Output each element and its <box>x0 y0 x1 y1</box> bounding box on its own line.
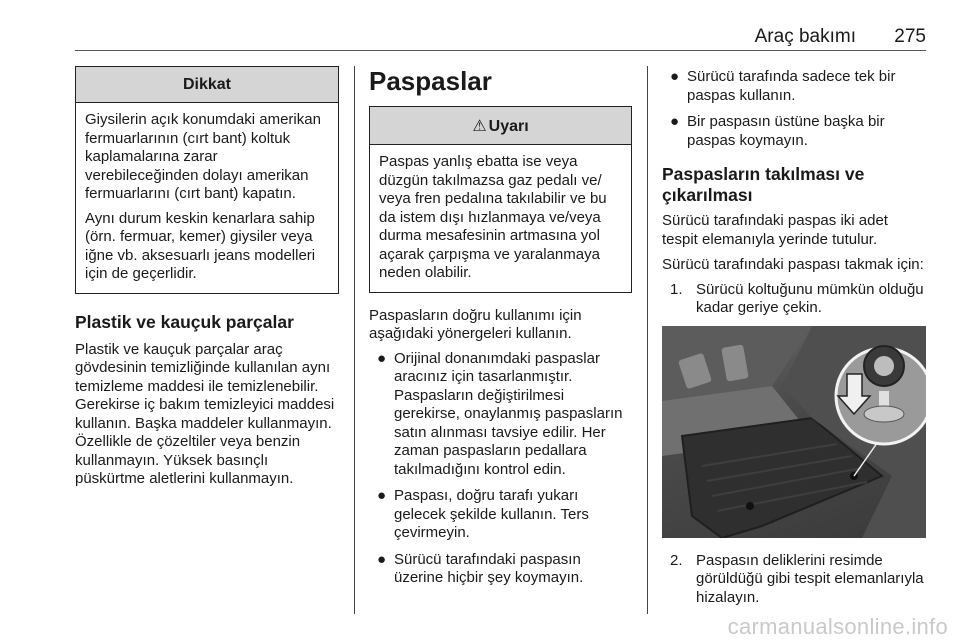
list-item: ● Bir paspasın üstüne başka bir paspas koymayın. <box>670 113 885 149</box>
mats-bullet-list <box>369 350 632 588</box>
warning-box <box>369 106 632 293</box>
page-number: 275 <box>894 26 926 47</box>
section-heading-install: Paspasların takılması ve çıkarılması <box>662 164 865 205</box>
section-heading-plastic: Plastik ve kauçuk parçalar <box>75 311 294 332</box>
column-right <box>662 66 926 615</box>
column-left <box>75 66 339 489</box>
bullet-icon: ● <box>670 68 680 85</box>
floor-mat-illustration <box>662 326 926 538</box>
site-watermark: carmanualsonline.info <box>727 614 948 639</box>
section-header-title: Araç bakımı <box>754 26 856 47</box>
bullet-icon: ● <box>377 349 387 367</box>
bullet-icon: ● <box>377 487 387 504</box>
list-item: ● Orijinal donanımdaki paspaslar aracınız için tasarlanmıştır. Paspasların değiştirilmesi gerekirse, onaylanmış paspasların satın alınması tavsiye edilir. Her zaman paspasların pedallara takılmadığını kontrol edin. <box>377 349 623 478</box>
warning-paragraph: Paspas yanlış ebatta ise veya düzgün takılmazsa gaz pedalı ve/ veya fren pedalına takılabilir ve bu da istem dışı hızlanmaya ve/veya durma mesafesinin artmasına yol açarak çarpışma ve yaralanmaya neden olabilir. <box>379 153 607 281</box>
column-divider <box>354 66 355 614</box>
page-title-mats: Paspaslar <box>369 66 492 96</box>
plastic-paragraph: Plastik ve kauçuk parçalar araç gövdesinin temizliğinde kullanılan aynı temizleme maddesi ile temizlenebilir. Gerekirse iç bakım temizleyici maddesi kullanın. Başka maddeler kullanmayın. Özellikle de çözeltiler veya benzin kullanmayın. Yüksek basınçlı püskürtme aletlerini kullanmayın. <box>75 340 335 487</box>
column-divider <box>647 66 648 614</box>
list-item: 1. Sürücü koltuğunu mümkün olduğu kadar geriye çekin. <box>670 280 924 316</box>
bullet-icon: ● <box>670 113 680 130</box>
column-middle <box>369 66 632 596</box>
install-steps-continued <box>662 552 926 608</box>
list-item: ● Paspası, doğru tarafı yukarı gelecek şekilde kullanın. Ters çevirmeyin. <box>377 487 589 541</box>
install-steps <box>662 281 926 318</box>
mats-intro: Paspasların doğru kullanımı için aşağıdaki yönergeleri kullanın. <box>369 306 582 342</box>
floor-mat-drawing <box>662 326 926 538</box>
caution-box <box>75 66 339 294</box>
warning-icon: ⚠ <box>472 118 487 135</box>
caution-title: Dikkat <box>76 67 338 103</box>
mats-bullet-list-continued <box>662 68 926 150</box>
page-header <box>75 22 926 51</box>
list-item: ● Sürücü tarafında sadece tek bir paspas kullanın. <box>670 68 896 104</box>
install-paragraph: Sürücü tarafındaki paspas iki adet tespit elemanıyla yerinde tutulur. <box>662 212 888 248</box>
install-paragraph: Sürücü tarafındaki paspası takmak için: <box>662 256 924 273</box>
warning-title: ⚠ Uyarı <box>370 107 631 145</box>
list-item: ● Sürücü tarafındaki paspasın üzerine hiçbir şey koymayın. <box>377 550 584 586</box>
bullet-icon: ● <box>377 550 387 568</box>
list-item: 2. Paspasın deliklerini resimde görüldüğü gibi tespit elemanlarıyla hizalayın. <box>670 551 924 606</box>
caution-paragraph: Aynı durum keskin kenarlara sahip (örn. fermuar, kemer) giysiler veya iğne vb. aksesuarlı jeans modelleri için de geçerlidir. <box>85 209 316 282</box>
caution-paragraph: Giysilerin açık konumdaki amerikan fermuarlarının (cırt bant) koltuk kaplamalarına zarar verebileceğinden dolayı amerikan fermuarlarını (cırt bant) kapatın. <box>85 111 321 202</box>
